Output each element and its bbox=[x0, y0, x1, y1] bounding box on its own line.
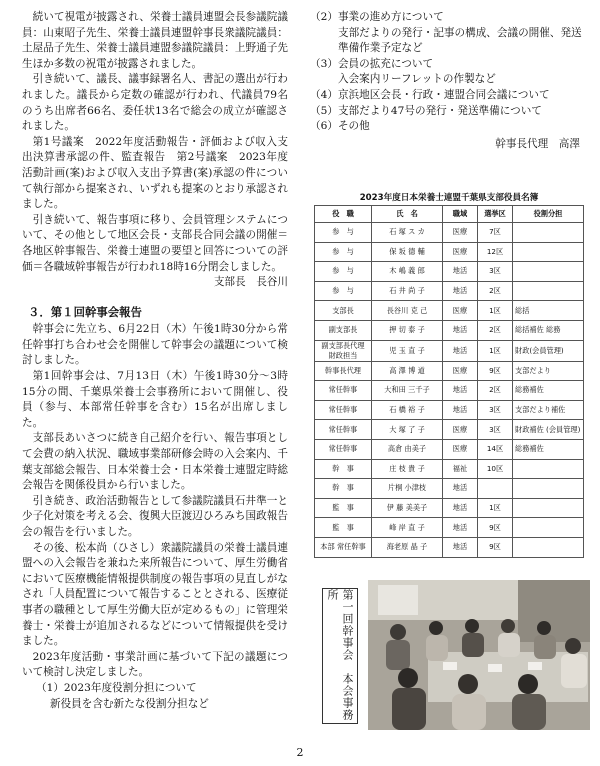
cell-district bbox=[478, 479, 513, 499]
item-text: 京浜地区会長・行政・連盟合同会議について bbox=[337, 88, 550, 101]
cell-role bbox=[513, 242, 584, 262]
cell-field: 医療 bbox=[443, 301, 478, 321]
cell-name: 峰 岸 直 子 bbox=[372, 518, 443, 538]
cell-district: 2区 bbox=[478, 320, 513, 340]
cell-district: 7区 bbox=[478, 223, 513, 243]
roster-row bbox=[315, 518, 584, 538]
item-text: 支部だより47号の発行・発送準備について bbox=[337, 104, 542, 117]
cell-name: 木 嶋 義 郎 bbox=[372, 262, 443, 282]
cell-position: 常任幹事 bbox=[315, 381, 372, 401]
cell-name: 大 塚 了 子 bbox=[372, 420, 443, 440]
cell-role bbox=[513, 518, 584, 538]
cell-field: 福祉 bbox=[443, 459, 478, 479]
meeting-photo bbox=[368, 580, 590, 730]
item-number: （6） bbox=[310, 120, 338, 133]
roster-row bbox=[315, 223, 584, 243]
roster-title: 2023年度日本栄養士連盟千葉県支部役員名簿 bbox=[359, 192, 539, 203]
roster-row bbox=[315, 301, 584, 321]
cell-role: 支部だより bbox=[513, 361, 584, 381]
paragraph: 第1回幹事会は、7月13日（木）午後1時30分〜3時15分の間、千葉県栄養士会事務所において開催し、役員（参与、本部常任幹事を含む）15名が出席しました。 bbox=[22, 370, 288, 429]
cell-name: 庄 枝 貴 子 bbox=[372, 459, 443, 479]
cell-position: 常任幹事 bbox=[315, 439, 372, 459]
cell-field: 地活 bbox=[443, 498, 478, 518]
roster-row bbox=[315, 498, 584, 518]
cell-name: 保 坂 德 輔 bbox=[372, 242, 443, 262]
cell-district: 1区 bbox=[478, 301, 513, 321]
cell-field: 地活 bbox=[443, 518, 478, 538]
roster-row bbox=[315, 340, 584, 361]
roster-row bbox=[315, 537, 584, 557]
agenda-item-6 bbox=[310, 119, 588, 135]
col-header-field: 職域 bbox=[443, 206, 478, 223]
roster-row bbox=[315, 459, 584, 479]
cell-name: 海老原 晶 子 bbox=[372, 537, 443, 557]
cell-position: 副支部長代理 財政担当 bbox=[315, 340, 372, 361]
col-header-district: 選挙区 bbox=[478, 206, 513, 223]
cell-role: 財政(会員管理) bbox=[513, 340, 584, 361]
cell-district: 14区 bbox=[478, 439, 513, 459]
cell-district: 1区 bbox=[478, 498, 513, 518]
cell-role bbox=[513, 479, 584, 499]
agenda-item-3 bbox=[310, 57, 588, 88]
cell-role: 総務補佐 bbox=[513, 439, 584, 459]
cell-role bbox=[513, 281, 584, 301]
item-sub: 入会案内リーフレットの作製など bbox=[338, 73, 496, 86]
report-paragraphs-2 bbox=[22, 322, 288, 681]
roster-row bbox=[315, 361, 584, 381]
cell-role bbox=[513, 498, 584, 518]
paragraph: 2023年度活動・事業計画に基づいて下記の議題について検討し決定しました。 bbox=[22, 650, 288, 679]
page-number: 2 bbox=[296, 746, 304, 759]
paragraph: 第1号議案 2022年度活動報告・評価および収入支出決算書承認の件、監査報告 第2号議案 2023年度活動計画(案)および収入支出予算書(案)承認の件について執行部から提案され、いずれも提案のとおり承認されました。 bbox=[22, 135, 288, 211]
item-number: （2） bbox=[310, 11, 338, 23]
cell-name: 石 橋 裕 子 bbox=[372, 400, 443, 420]
cell-field: 地活 bbox=[443, 340, 478, 361]
cell-position: 常任幹事 bbox=[315, 420, 372, 440]
agenda-item-1-sub: 新役員を含む新たな役割分担など bbox=[50, 697, 209, 710]
item-text: その他 bbox=[337, 120, 370, 133]
cell-role: 財政補佐 (会員管理) bbox=[513, 420, 584, 440]
roster-row bbox=[315, 281, 584, 301]
cell-district: 1区 bbox=[478, 340, 513, 361]
agenda-item-2 bbox=[310, 10, 588, 57]
cell-field: 医療 bbox=[443, 439, 478, 459]
cell-position: 常任幹事 bbox=[315, 400, 372, 420]
roster-row bbox=[315, 242, 584, 262]
cell-field: 医療 bbox=[443, 361, 478, 381]
paragraph: 引き続いて、報告事項に移り、会員管理システムについて、その他として地区会長・支部長合同会議の開催＝各地区幹事報告、栄養士連盟の要望と回答についての評価＝各職域幹事報告が行われ18時16分閉会しました。 bbox=[22, 213, 288, 273]
cell-name: 押 切 泰 子 bbox=[372, 320, 443, 340]
cell-name: 大和田 三千子 bbox=[372, 381, 443, 401]
cell-district: 3区 bbox=[478, 420, 513, 440]
cell-name: 伊 藤 美美子 bbox=[372, 498, 443, 518]
cell-district: 12区 bbox=[478, 242, 513, 262]
cell-position: 副支部長 bbox=[315, 320, 372, 340]
item-text: 事業の進め方について bbox=[337, 11, 444, 23]
cell-field: 地活 bbox=[443, 281, 478, 301]
meeting-photo-image bbox=[368, 580, 590, 730]
cell-name: 児 玉 直 子 bbox=[372, 340, 443, 361]
agenda-item-5 bbox=[310, 104, 588, 120]
signature-secretary: 幹事長代理 高澤 bbox=[495, 137, 580, 150]
cell-position: 参 与 bbox=[315, 281, 372, 301]
cell-district: 3区 bbox=[478, 262, 513, 282]
item-number: （4） bbox=[310, 88, 338, 101]
cell-name: 高倉 由美子 bbox=[372, 439, 443, 459]
cell-role: 総務補佐 bbox=[513, 381, 584, 401]
cell-position: 参 与 bbox=[315, 223, 372, 243]
cell-role bbox=[513, 262, 584, 282]
cell-district: 3区 bbox=[478, 400, 513, 420]
cell-position: 参 与 bbox=[315, 262, 372, 282]
officer-roster-table bbox=[314, 188, 584, 558]
col-header-name: 氏 名 bbox=[372, 206, 443, 223]
roster-row bbox=[315, 262, 584, 282]
agenda-item-4 bbox=[310, 88, 588, 104]
cell-name: 長谷川 克 己 bbox=[372, 301, 443, 321]
cell-field: 医療 bbox=[443, 223, 478, 243]
paragraph: 支部長あいさつに続き自己紹介を行い、報告事項として会費の納入状況、職域事業部研修会時の入会案内、千葉支部総会報告、日本栄養士会・日本栄養士連盟定時総会報告を関係役員から行いました。 bbox=[22, 432, 288, 492]
cell-district: 9区 bbox=[478, 361, 513, 381]
cell-position: 幹事長代理 bbox=[315, 361, 372, 381]
cell-name: 石 井 尚 子 bbox=[372, 281, 443, 301]
roster-body bbox=[315, 223, 584, 558]
col-header-position: 役 職 bbox=[315, 206, 372, 223]
cell-role: 総括補佐 総務 bbox=[513, 320, 584, 340]
paragraph: 引き続き、政治活動報告として参議院議員石井準一と少子化対策を考える会、復興大臣渡辺ひろみち国政報告会の報告を行いました。 bbox=[22, 494, 288, 538]
roster-row bbox=[315, 400, 584, 420]
cell-position: 幹 事 bbox=[315, 479, 372, 499]
section-heading: ３．第１回幹事会報告 bbox=[28, 304, 142, 319]
report-paragraphs-1 bbox=[22, 10, 288, 275]
cell-role bbox=[513, 459, 584, 479]
roster-row bbox=[315, 320, 584, 340]
roster-row bbox=[315, 420, 584, 440]
right-column bbox=[310, 10, 588, 152]
item-text: 会員の拡充について bbox=[337, 57, 434, 70]
cell-field: 地活 bbox=[443, 537, 478, 557]
cell-name: 石 塚 ス カ bbox=[372, 223, 443, 243]
cell-role bbox=[513, 537, 584, 557]
agenda-item-1: （1）2023年度役割分担について bbox=[36, 681, 197, 694]
left-column bbox=[22, 10, 288, 712]
paragraph: 引き続いて、議長、議事録署名人、書記の選出が行われました。議長から定数の確認が行われ、代議員79名のうち出席者66名、委任状13名で総会の成立が確認されました。 bbox=[22, 73, 288, 133]
cell-field: 地活 bbox=[443, 479, 478, 499]
cell-district: 10区 bbox=[478, 459, 513, 479]
cell-position: 支部長 bbox=[315, 301, 372, 321]
item-sub: 支部だよりの発行・記事の構成、会議の開催、発送準備作業予定など bbox=[338, 26, 582, 55]
roster-row bbox=[315, 381, 584, 401]
cell-role bbox=[513, 223, 584, 243]
cell-district: 2区 bbox=[478, 281, 513, 301]
cell-field: 地活 bbox=[443, 381, 478, 401]
cell-position: 監 事 bbox=[315, 518, 372, 538]
cell-position: 参 与 bbox=[315, 242, 372, 262]
cell-field: 地活 bbox=[443, 262, 478, 282]
cell-name: 片桐 小津枝 bbox=[372, 479, 443, 499]
cell-district: 9区 bbox=[478, 518, 513, 538]
roster-row bbox=[315, 439, 584, 459]
cell-role: 総括 bbox=[513, 301, 584, 321]
cell-position: 幹 事 bbox=[315, 459, 372, 479]
cell-district: 9区 bbox=[478, 537, 513, 557]
cell-position: 本部 常任幹事 bbox=[315, 537, 372, 557]
cell-name: 高 澤 博 道 bbox=[372, 361, 443, 381]
cell-district: 2区 bbox=[478, 381, 513, 401]
roster-row bbox=[315, 479, 584, 499]
cell-field: 医療 bbox=[443, 242, 478, 262]
paragraph: 続いて視電が披露され、栄養士議員連盟会長参議院議員：山東昭子先生、栄養士議員連盟幹事長衆議院議員：土屋品子先生、栄養士議員連盟参議院議員：上野通子先生ほか多数の祝電が披露されました。 bbox=[22, 11, 288, 70]
cell-field: 医療 bbox=[443, 420, 478, 440]
item-number: （5） bbox=[310, 104, 338, 117]
paragraph: その後、松本尚（ひさし）衆議院議員の栄養士議員連盟への入会報告を兼ねた来所報告について、厚生労働省において医療機能情報提供制度の報告事項の見直しがなされ「人員配置について報告することとされる、医療従事者の職種として厚生労働大臣が定めるもの」に管理栄養士・栄養士が追加されるなどについて情報提供を受けました。 bbox=[22, 541, 288, 648]
cell-role: 支部だより補佐 bbox=[513, 400, 584, 420]
item-number: （3） bbox=[310, 57, 338, 70]
cell-field: 地活 bbox=[443, 320, 478, 340]
cell-field: 地活 bbox=[443, 400, 478, 420]
signature-branch-head: 支部長 長谷川 bbox=[213, 276, 288, 289]
col-header-role: 役割分担 bbox=[513, 206, 584, 223]
photo-caption: 第一回幹事会 本会事務所 bbox=[322, 588, 358, 724]
paragraph: 幹事会に先立ち、6月22日（木）午後1時30分から常任幹事打ち合わせ会を開催して幹事会の議題について検討しました。 bbox=[22, 323, 288, 367]
cell-position: 監 事 bbox=[315, 498, 372, 518]
